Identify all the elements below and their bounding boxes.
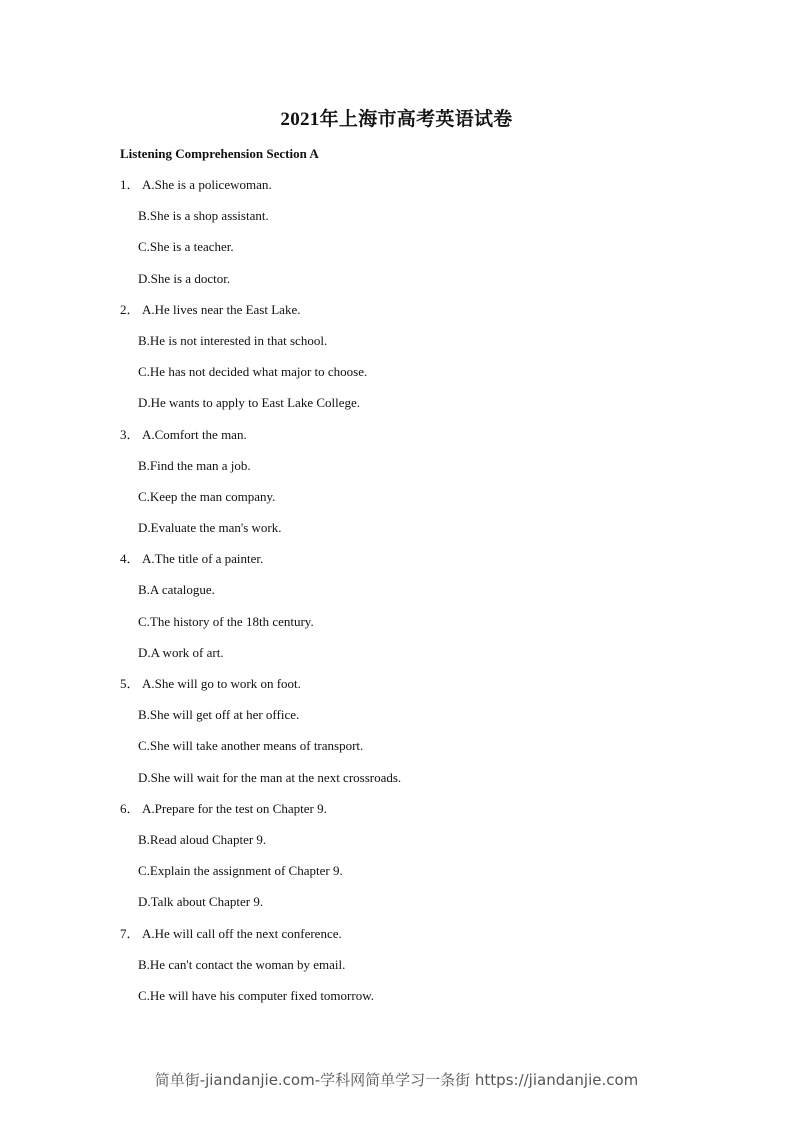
option-text: C.The history of the 18th century.: [138, 613, 314, 629]
option-line: [120, 641, 720, 672]
question-number: 4．: [120, 551, 140, 567]
footer-watermark: 简单街-jiandanjie.com-学科网简单学习一条街 https://jiandanjie.com: [154, 1071, 639, 1089]
option-line: [120, 516, 720, 547]
question-item: [120, 672, 720, 797]
option-text: A.Comfort the man.: [142, 426, 247, 442]
option-text: A.She is a policewoman.: [142, 177, 272, 192]
option-line: [120, 766, 720, 797]
option-line: [120, 890, 720, 921]
question-first-line: [120, 922, 720, 953]
question-number: 5．: [120, 676, 140, 691]
question-first-line: [120, 298, 720, 329]
option-line: [120, 859, 720, 890]
option-text: B.He is not interested in that school.: [138, 332, 328, 348]
option-line: [120, 454, 720, 485]
option-line: [120, 360, 720, 391]
question-number: 3．: [120, 426, 140, 442]
option-line: [120, 610, 720, 641]
option-line: [120, 267, 720, 298]
question-item: [120, 922, 720, 1016]
option-text: A.The title of a painter.: [142, 551, 264, 567]
option-text: D.She is a doctor.: [138, 270, 231, 286]
option-text: D.She will wait for the man at the next crossroads.: [138, 769, 402, 785]
option-line: [120, 703, 720, 734]
option-text: D.Evaluate the man's work.: [138, 520, 282, 536]
option-text: B.Find the man a job.: [138, 457, 251, 473]
option-line: [120, 734, 720, 765]
question-list: [120, 173, 720, 1015]
question-item: [120, 797, 720, 922]
option-line: [120, 391, 720, 422]
question-item: [120, 547, 720, 672]
option-text: B.She is a shop assistant.: [138, 208, 269, 224]
option-text: B.A catalogue.: [138, 582, 215, 598]
option-line: [120, 828, 720, 859]
question-first-line: [120, 797, 720, 828]
option-text: B.She will get off at her office.: [138, 707, 300, 723]
option-text: C.Explain the assignment of Chapter 9.: [138, 863, 343, 879]
question-number: 6．: [120, 800, 140, 816]
question-item: [120, 173, 720, 298]
option-line: [120, 485, 720, 516]
option-text: A.He will call off the next conference.: [142, 925, 342, 941]
option-text: C.She will take another means of transport.: [138, 738, 364, 754]
option-line: [120, 578, 720, 609]
option-text: D.Talk about Chapter 9.: [138, 894, 264, 910]
question-first-line: [120, 672, 720, 703]
question-number: 2．: [120, 301, 140, 317]
option-text: D.A work of art.: [138, 644, 224, 660]
option-line: [120, 329, 720, 360]
option-line: [120, 984, 720, 1015]
question-item: [120, 423, 720, 548]
section-heading: Listening Comprehension Section A: [120, 146, 319, 161]
question-item: [120, 298, 720, 423]
option-text: C.She is a teacher.: [138, 239, 234, 255]
question-number: 1．: [120, 177, 140, 192]
option-text: A.Prepare for the test on Chapter 9.: [142, 800, 327, 816]
option-text: C.He has not decided what major to choose.: [138, 364, 368, 380]
option-text: C.Keep the man company.: [138, 488, 276, 504]
option-text: A.She will go to work on foot.: [142, 676, 301, 691]
option-text: D.He wants to apply to East Lake College.: [138, 395, 361, 411]
question-first-line: [120, 173, 720, 204]
option-text: A.He lives near the East Lake.: [142, 301, 301, 317]
option-text: C.He will have his computer fixed tomorrow.: [138, 987, 374, 1003]
question-number: 7．: [120, 925, 140, 941]
option-line: [120, 953, 720, 984]
question-first-line: [120, 547, 720, 578]
option-line: [120, 204, 720, 235]
question-first-line: [120, 423, 720, 454]
option-line: [120, 235, 720, 266]
option-text: B.He can't contact the woman by email.: [138, 956, 346, 972]
option-text: B.Read aloud Chapter 9.: [138, 831, 267, 847]
document-title: 2021年上海市高考英语试卷: [280, 109, 513, 130]
